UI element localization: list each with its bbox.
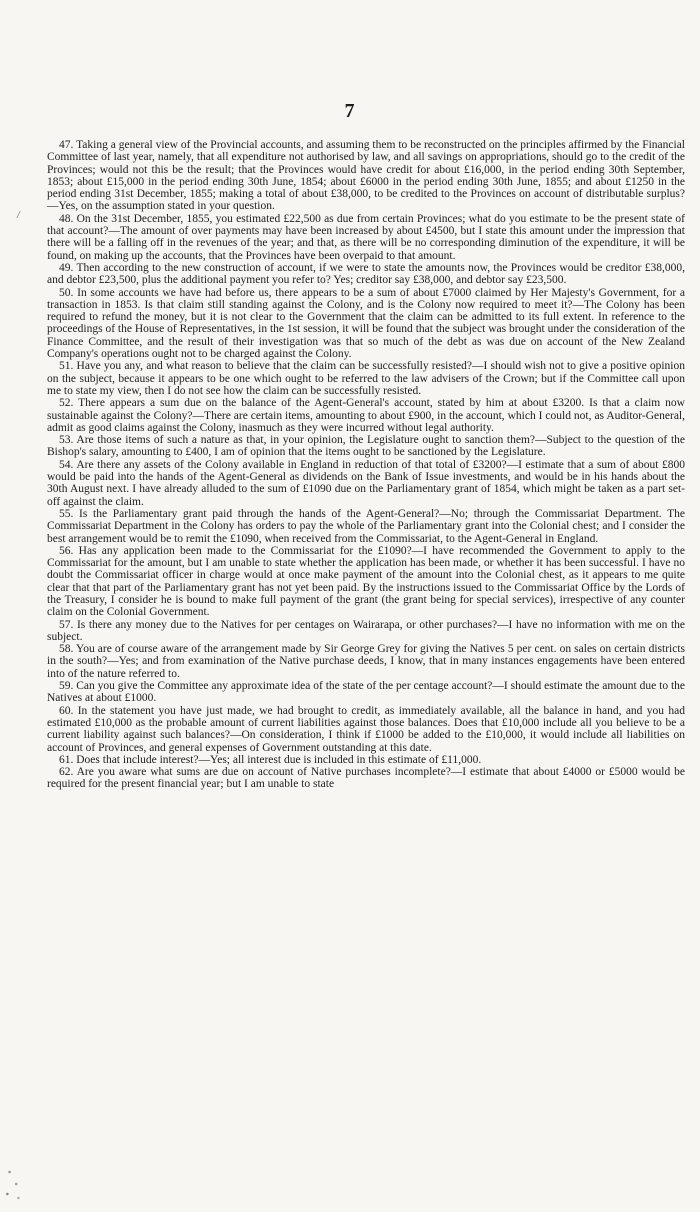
paragraph-54: 54. Are there any assets of the Colony available in England in reduction of that total of £3200?—I estimate that a sum of about £800 would be paid into the hands of the Agent-General as dividends on the Bank of Issue investments, and would be in his hands about the 30th August next. I have already alluded to the sum of £1090 due on the Parliamentary grant of 1854, which might be taken as a part set-off against the claim. xyxy=(47,458,685,508)
paragraph-55: 55. Is the Parliamentary grant paid through the hands of the Agent-General?—No; through the Commissariat Department. The Commissariat Department in the Colony has orders to pay the whole of the Parliamentary grant into the Colonial chest; and I consider the best arrangement would be to remit the £1090, when received from the Commissariat, to the Agent-General in England. xyxy=(47,507,685,545)
paragraph-60: 60. In the statement you have just made, we had brought to credit, as immediately available, all the balance in hand, and you had estimated £10,000 as the probable amount of current liabilities against those balances. Does that £10,000 include all you believe to be a current liability against such balances?—On consideration, I think if £1000 be added to the £10,000, it would include all liabilities on account of Provinces, and general expenses of Government outstanding at this date. xyxy=(47,704,685,754)
paragraph-51: 51. Have you any, and what reason to believe that the claim can be successfully resisted?—I should wish not to give a positive opinion on the subject, because it appears to be one which ought to be referred to the law advisers of the Crown; but if the Committee call upon me to state my view, then I do not see how the claim can be successfully resisted. xyxy=(47,360,685,397)
paragraph-53: 53. Are those items of such a nature as that, in your opinion, the Legislature ought to sanction them?—Subject to the question of the Bishop's salary, amounting to £400, I am of opinion that the items ought to be sanctioned by the Legislature. xyxy=(47,434,685,459)
document-body xyxy=(47,139,685,791)
paragraph-58: 58. You are of course aware of the arrangement made by Sir George Grey for giving the Natives 5 per cent. on sales on certain districts in the south?—Yes; and from examination of the Native purchase deeds, I know, that in many instances engagements have been entered into of the nature referred to. xyxy=(47,643,685,680)
paragraph-62: 62. Are you aware what sums are due on account of Native purchases incomplete?—I estimate that about £4000 or £5000 would be required for the present financial year; but I am unable to state xyxy=(47,766,685,791)
paragraph-57: 57. Is there any money due to the Natives for per centages on Wairarapa, or other purchases?—I have no information with me on the subject. xyxy=(47,618,685,643)
scan-speckle xyxy=(3,1164,25,1204)
paragraph-47: 47. Taking a general view of the Provincial accounts, and assuming them to be reconstructed on the principles affirmed by the Financial Committee of last year, namely, that all expenditure not authorised by law, and all savings on appropriations, should go to the credit of the Provinces; would not this be the result; that the Provinces would have credit for about £16,000, in the period ending 30th September, 1853; about £15,000 in the period ending 30th June, 1854; about £6000 in the period ending 30th June, 1855; and about £1250 in the period ending 31st December, 1855; making a total of about £38,000, to be credited to the Provinces on account of distributable surplus?—Yes, on the assumption stated in your question. xyxy=(47,139,685,213)
paragraph-48: 48. On the 31st December, 1855, you estimated £22,500 as due from certain Provinces; what do you estimate to be the present state of that account?—The amount of over payments may have been increased by about £4500, but I state this amount under the impression that there will be a falling off in the revenues of the year; and that, as there will be no corresponding diminution of the expenditure, it will be found, on making up the accounts, that the Provinces have been overpaid to that amount. xyxy=(47,212,685,262)
paragraph-59: 59. Can you give the Committee any approximate idea of the state of the per centage account?—I should estimate the amount due to the Natives at about £1000. xyxy=(47,680,685,705)
paragraph-52: 52. There appears a sum due on the balance of the Agent-General's account, stated by him at about £3200. Is that a claim now sustainable against the Colony?—There are certain items, amounting to about £900, in the account, which I could not, as Auditor-General, admit as good claims against the Colony, inasmuch as they were incurred without legal authority. xyxy=(47,397,685,434)
paragraph-61: 61. Does that include interest?—Yes; all interest due is included in this estimate of £11,000. xyxy=(59,753,482,766)
paragraph-56: 56. Has any application been made to the Commissariat for the £1090?—I have recommended the Government to apply to the Commissariat for the amount, but I am unable to state whether the application has been made, or whether it has been successful. I have no doubt the Commissariat officer in charge would at once make payment of the amount into the Colonial chest, as it appears to me quite clear that that part of the Parliamentary grant has not yet been paid. By the instructions issued to the Commissariat Office by the Lords of the Treasury, I consider he is bound to make full payment of the grant (the grant being for special services), irrespective of any counter claim on the Colonial Government. xyxy=(47,544,685,619)
paragraph-49: 49. Then according to the new construction of account, if we were to state the amounts now, the Provinces would be creditor £38,000, and debtor £23,500, plus the additional payment you refer to? Yes; creditor say £38,000, and debtor say £23,500. xyxy=(47,261,685,287)
page-number: 7 xyxy=(344,100,356,122)
paragraph-50: 50. In some accounts we have had before us, there appears to be a sum of about £7000 claimed by Her Majesty's Government, for a transaction in 1853. Is that claim still standing against the Colony, and is the Colony now required to meet it?—The Colony has been required to refund the money, but it is not clear to the Government that the claim can be admitted to its full extent. In reference to the proceedings of the House of Representatives, in the 1st session, it will be found that the subject was brought under the consideration of the Finance Committee, and the result of their investigation was that so much of the debt as was due on account of the New Zealand Company's operations ought not to be charged against the Colony. xyxy=(47,286,685,361)
margin-mark: / xyxy=(17,210,20,221)
